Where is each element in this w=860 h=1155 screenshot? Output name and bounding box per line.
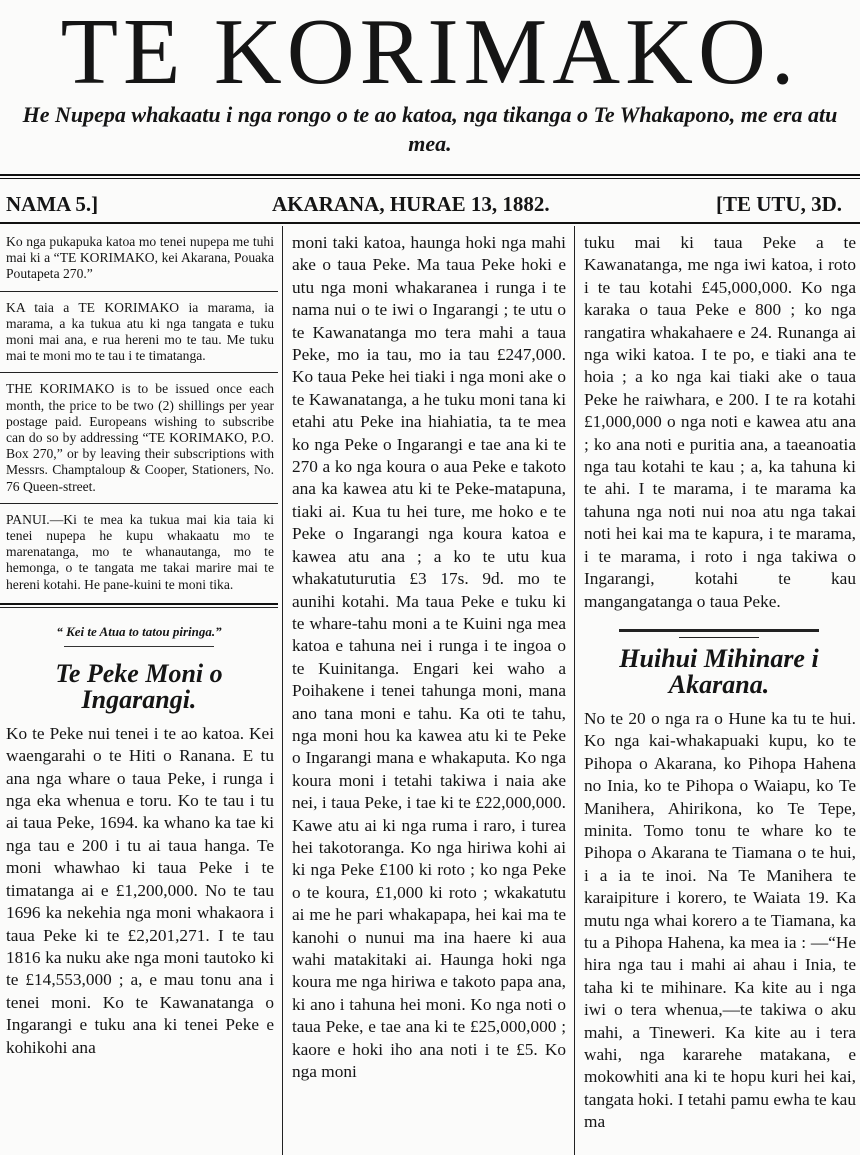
top-rule-thin — [0, 178, 860, 179]
masthead-subtitle: He Nupepa whakaatu i nga rongo o te ao katoa, nga tikanga o Te Whakapono, me era atu mea. — [22, 102, 838, 156]
article-text-continued: moni taki katoa, haunga hoki nga mahi ake o taua Peke. Ma taua Peke hoki e utu nga moni whakaranea i runga i te nama nui o te iwi o Ingarangi ; te utu o te Kawanatanga mo tera mahi a taua Peke, mo ia tau, mo ia tau £247,000. Ko taua Peke hei tiaki i nga moni ake o te Kawanatanga, a he tuku moni tana ki etahi atu Peke ina hiahiatia, ta te mea ko nga Peke o Ingarangi e tae ana ki te 270 a ko nga koura o aua Peke e takoto ana ka kawea atu ki te Peke-matapuna, tiaki ai. Kua tu hei ture, me hoko e te Peke o Ingarangi nga koura katoa e kawea atu ana ; a ko te utu kua whakatuturutia £3 17s. 9d. mo te aunihi kotahi. Ma taua Peke e tuku ki te whare-tahu moni a te Kuini nga mea katoa e tahuna nei i runga i te ingoa o te Kuinitanga. Engari kei waho a Poihakene i tenei tahunga moni, mana ano tana moni e tahu. Ka oti te tahu, nga moni hou ka kawea atu ki te Peke o Ingarangi mana e whakaputa. Ko nga koura moni i tetahi takiwa i naia ake nei, i taua Peke, i tae ki te £22,000,000. Kawe atu ai ki nga ruma i raro, i turea hei takotoranga. Ko nga hiriwa kohi ai ki nga Peke £100 ki roto ; ko nga Peke o te koura, £1,000 ki roto ; wkakatutu ai me he pari whakapapa, hei kai ma te kanohi o nunui ma ina haere ki aua wahi matakitaki ai. Haunga hoki nga koura me nga hiriwa e takoto papa ana, ki ano i tahuna hei moni. Ko nga noti o taua Peke, e tae ana ki te £25,000,000 ; kaore e hoki iho ana noti i te £5. Ko nga moni — [292, 233, 566, 1082]
dateline-rule — [0, 222, 860, 224]
column-3 — [578, 226, 860, 1155]
top-rule — [0, 174, 860, 176]
notice-divider — [0, 291, 278, 292]
place-date: AKARANA, HURAE 13, 1882. — [272, 192, 550, 216]
article-text-conclusion: tuku mai ki taua Peke a te Kawanatanga, me nga iwi katoa, i roto i te tau kotahi £45,000,000. Ko nga karaka o taua Peke e 800 ; ko nga rangatira whakahaere e 24. Runanga ai nga wiki katoa. I te po, e tiaki ana te hoia ; a ko nga kai tiaki ake o taua Peke he raiwhara, e 200. I te ra kotahi £1,000,000 o nga noti e kawea atu ana ; ko ana noti e puritia ana, a taeanoatia nga tau kotahi te kau ; a, ka tahuna ki te ahi. I te marama, i te marama ka tahuna nga noti nui noa atu nga takai noti hei kai ma te kapura, i te marama, i te marama, i roto i nga takiwa o Ingarangi, kotahi te kau mangangatanga o taua Peke. — [584, 233, 856, 611]
motto: “ Kei te Atua to tatou piringa.” — [56, 623, 222, 639]
column-2 — [286, 226, 570, 1155]
notice-english-subscription: THE KORIMAKO is to be issued once each month, the price to be two (2) shillings per year postage paid. Europeans wishing to subscribe can do so by addressing “TE KORIMAKO, P.O. Box 270,” or by leaving their subscriptions with Messrs. Champtaloup & Cooper, Stationers, No. 76 Queen-street. — [6, 381, 274, 494]
issue-number: NAMA 5.] — [6, 192, 99, 216]
masthead-title: TE KORIMAKO. — [60, 0, 800, 104]
article-divider — [619, 629, 819, 632]
notice-maori-subscription: KA taia a TE KORIMAKO ia marama, ia marama, a ka tukua atu ki nga tangata e tuku moni mai ana, e rua hereni mo te tau. Me tuku mai te moni mo te tau i te timatanga. — [6, 299, 274, 364]
dateline — [0, 189, 860, 221]
notice-divider — [0, 372, 278, 373]
price: [TE UTU, 3D. — [716, 192, 843, 216]
notice-panui: PANUI.—Ki te mea ka tukua mai kia taia ki tenei nupepa he kupu whakaatu mo te marenatanga, mo te whanautanga, mo te hemonga, o te tangata me takai marire mai te hereni kotahi. He pane-kuini te moni tika. — [6, 511, 274, 592]
column-divider — [574, 226, 575, 1155]
section-rule-thin — [0, 607, 278, 608]
motto-rule — [64, 646, 214, 647]
article-text: No te 20 o nga ra o Hune ka tu te hui. Ko nga kai-whakapuaki kupu, ko te Pihopa o Akarana, ko Pihopa Hahena no Inia, ko te Pihopa o Waiapu, ko Te Manihera, Ahirikona, ko Te Tepe, minita. Tomo tonu te whare ko te Pihopa o Akarana te Tiamana o te hui, i a ia te inoi. Na Te Manihera te karaipiture i korero, te Waiata 19. Ka mutu nga whai korero a te Tiamana, ka tu a Pihopa Hahena, ka mea ia : —“He hira nga tau i mahi ai ahau i Inia, te taha ki te mihinare. Ka kite au i nga iwi o tera whenua,—te takiwa o aku mahi, a Tineweri. Ka kite au i tera wahi, nga kararehe matakana, e mokowhiti ana ki te hopu kuri hei kai, tangata hoki. I tetahi pamu ewha te kau ma — [584, 708, 856, 1132]
notice-address: Ko nga pukapuka katoa mo tenei nupepa me tuhi mai ki a “TE KORIMAKO, kei Akarana, Pouaka Poutapeta 270.” — [6, 234, 274, 282]
article-text: Ko te Peke nui tenei i te ao katoa. Kei waengarahi o te Hiti o Ranana. E tu ana nga whare o taua Peke, i runga i nga eka whenua e toru. Ko te tau i tu ai taua Peke, 1694. ka whano ka tae ki nga tau e 200 i tu ai taua hanga. Te moni whawhao ki taua Peke i te timatanga ai e £1,200,000. No te tau 1696 ka nekehia nga moni whakaora i taua Peke ki te £2,201,271. I te tau 1816 ka nuku ake nga moni tautoko ki te £14,553,000 ; a, e mau tonu ana i tenei moni. Ko te Kawanatanga o Ingarangi e tuku ana ki tenei Peke e kohikohi ana — [6, 723, 274, 1057]
column-1 — [0, 226, 278, 1155]
article-heading: Huihui Mihinare i Akarana. — [619, 643, 819, 699]
section-rule — [0, 603, 278, 605]
article-heading: Te Peke Moni o Ingarangi. — [55, 658, 223, 714]
notice-divider — [0, 503, 278, 504]
column-divider — [282, 226, 283, 1155]
